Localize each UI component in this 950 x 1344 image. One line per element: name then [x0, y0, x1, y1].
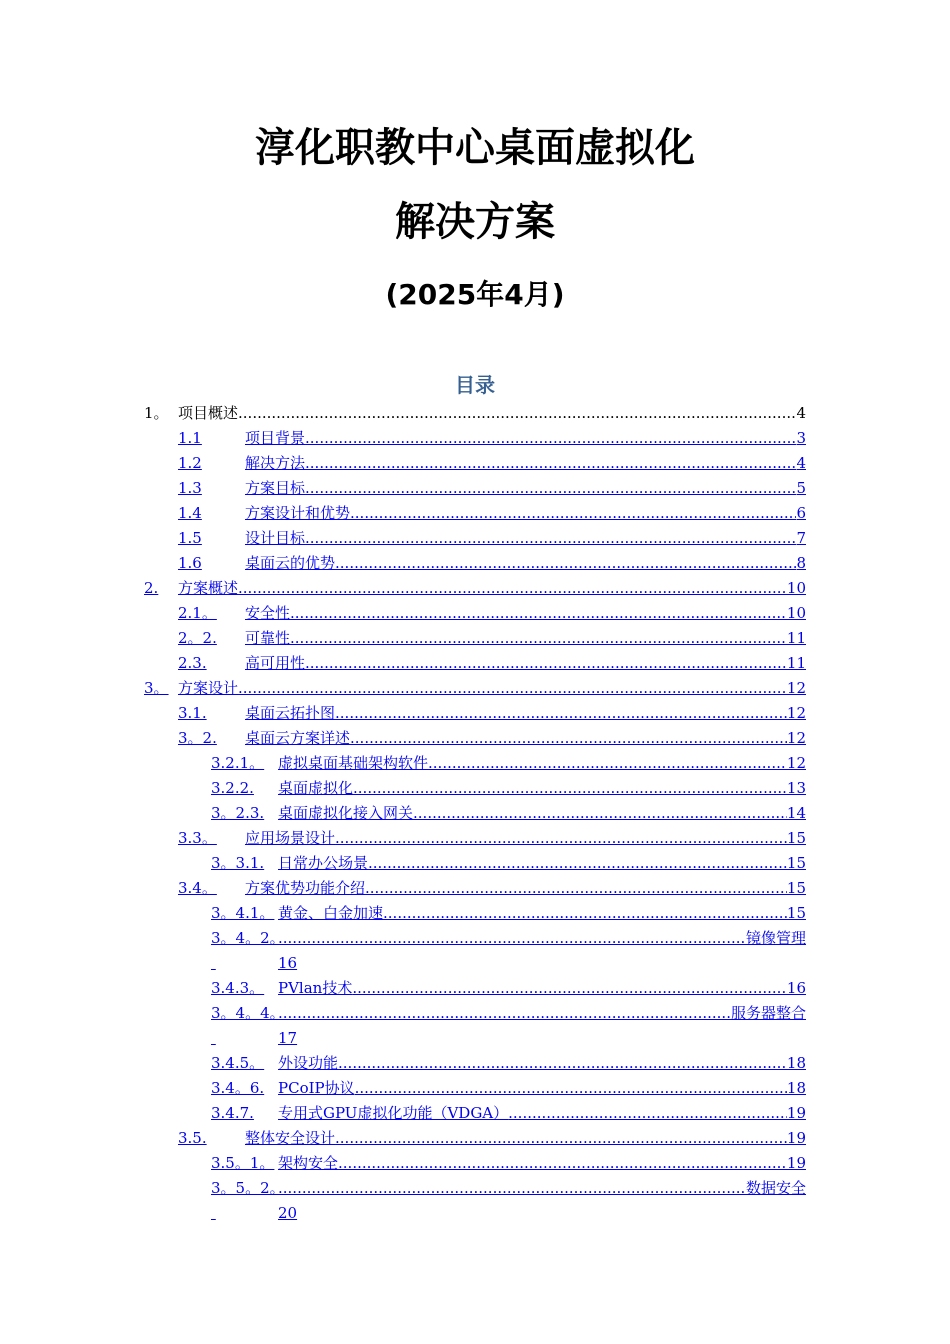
toc-entry-number: 3.2.2. [211, 779, 254, 797]
toc-entry-page: 4 [796, 454, 806, 472]
toc-entry-number: 1.2 [178, 454, 202, 472]
toc-entry-page: 15 [786, 904, 806, 922]
toc-leader-dots [305, 653, 787, 673]
toc-entry-title: 应用场景设计 [245, 829, 336, 847]
toc-entry[interactable] [178, 423, 806, 448]
toc-entry[interactable] [178, 598, 806, 623]
toc-entry[interactable] [211, 1098, 806, 1123]
toc-entry-page: 19 [786, 1154, 806, 1172]
toc-entry-title: 方案概述 [178, 579, 239, 597]
toc-entry-title: 桌面云方案详述 [245, 729, 351, 747]
toc-leader-dots [278, 1178, 746, 1198]
toc-entry[interactable] [178, 498, 806, 523]
toc-leader-dots [413, 803, 787, 823]
toc-entry[interactable] [211, 773, 806, 798]
toc-leader-dots [368, 853, 787, 873]
toc-entry-page: 3 [796, 429, 806, 447]
toc-entry[interactable] [178, 548, 806, 573]
toc-entry-title: 日常办公场景 [278, 854, 369, 872]
toc-entry-number: 3。4.1。 [211, 904, 275, 922]
toc-entry-title: 专用式GPU虚拟化功能（VDGA） [278, 1104, 509, 1122]
toc-entry-number: 3。4。2。 [211, 929, 285, 947]
toc-leader-dots [290, 628, 787, 648]
toc-entry-title: 解决方法 [245, 454, 306, 472]
toc-entry-number: 3.3。 [178, 829, 217, 847]
toc-entry-number: 3.1. [178, 704, 207, 722]
toc-entry-page: 6 [796, 504, 806, 522]
toc-entry-title: 镜像管理 [745, 929, 806, 947]
toc-entry-number: 1.5 [178, 529, 202, 547]
toc-entry-number: 1.6 [178, 554, 202, 572]
toc-entry-number: 2.1。 [178, 604, 217, 622]
toc-entry-title: 高可用性 [245, 654, 306, 672]
toc-entry[interactable] [211, 748, 806, 773]
toc-leader-dots [335, 1128, 787, 1148]
toc-entry-title: 方案目标 [245, 479, 306, 497]
toc-entry-title: 方案优势功能介绍 [245, 879, 366, 897]
toc-entry-number: 3.4。 [178, 879, 217, 897]
toc-entry-number: 3。2. [178, 729, 217, 747]
toc-entry-page-wrap[interactable] [211, 948, 297, 973]
toc-leader-dots [305, 428, 796, 448]
document-title-line-2: 解决方案 [395, 199, 555, 245]
toc-entry-number: 3。2.3. [211, 804, 265, 822]
toc-entry-page: 15 [786, 854, 806, 872]
toc-leader-dots [338, 1153, 787, 1173]
toc-entry-title: 桌面云拓扑图 [245, 704, 336, 722]
toc-entry[interactable] [211, 1048, 806, 1073]
toc-leader-dots [365, 878, 787, 898]
toc-entry-page: 14 [786, 804, 806, 822]
toc-entry-page: 19 [786, 1129, 806, 1147]
toc-entry-page: 18 [786, 1054, 806, 1072]
toc-entry-title: 可靠性 [245, 629, 291, 647]
toc-entry-page: 11 [786, 629, 806, 647]
toc-entry-title: 外设功能 [278, 1054, 339, 1072]
toc-leader-dots [355, 1078, 787, 1098]
toc-entry [144, 398, 806, 423]
toc-wrap-indent [211, 1028, 278, 1048]
toc-entry-number: 3.4。6. [211, 1079, 265, 1097]
toc-entry-number: 1.1 [178, 429, 202, 447]
toc-entry-title: 项目背景 [245, 429, 306, 447]
toc-leader-dots [305, 453, 796, 473]
toc-entry-page: 11 [786, 654, 806, 672]
toc-entry-title: 数据安全 [745, 1179, 806, 1197]
toc-entry-page: 12 [786, 729, 806, 747]
toc-entry-number: 1.4 [178, 504, 202, 522]
toc-entry[interactable] [178, 623, 806, 648]
toc-entry-title: 桌面虚拟化 [278, 779, 354, 797]
toc-entry-page-wrap[interactable] [211, 1023, 297, 1048]
toc-entry[interactable] [211, 923, 806, 948]
toc-entry[interactable] [144, 573, 806, 598]
toc-entry-page-wrap[interactable] [211, 1198, 297, 1223]
toc-entry-title: 方案设计和优势 [245, 504, 351, 522]
toc-entry-title: 设计目标 [245, 529, 306, 547]
toc-entry[interactable] [211, 1173, 806, 1198]
toc-leader-dots [278, 1003, 731, 1023]
toc-entry-title: 虚拟桌面基础架构软件 [278, 754, 429, 772]
toc-entry-number: 3。 [144, 679, 169, 697]
toc-entry-number: 2。2. [178, 629, 217, 647]
toc-entry[interactable] [211, 848, 806, 873]
toc-entry-page: 12 [786, 679, 806, 697]
toc-entry-page: 7 [796, 529, 806, 547]
toc-entry[interactable] [211, 998, 806, 1023]
toc-entry-title: 桌面云的优势 [245, 554, 336, 572]
toc-entry[interactable] [178, 1123, 806, 1148]
toc-entry[interactable] [211, 898, 806, 923]
toc-entry-number: 3.4.5。 [211, 1054, 265, 1072]
toc-entry-page: 13 [786, 779, 806, 797]
toc-entry-page: 5 [796, 479, 806, 497]
toc-entry-number: 3.2.1。 [211, 754, 265, 772]
toc-entry-title: 方案设计 [178, 679, 239, 697]
toc-entry-page: 17 [278, 1029, 298, 1047]
toc-leader-dots [338, 1053, 787, 1073]
toc-leader-dots [290, 603, 787, 623]
toc-entry[interactable] [211, 1148, 806, 1173]
toc-entry-number: 2. [144, 579, 159, 597]
toc-entry[interactable] [178, 723, 806, 748]
toc-leader-dots [278, 928, 746, 948]
toc-entry-number: 3.4.3。 [211, 979, 265, 997]
toc-entry-number: 3。5。2。 [211, 1179, 285, 1197]
toc-leader-dots [238, 578, 787, 598]
toc-wrap-indent [211, 1203, 278, 1223]
toc-entry-title: 架构安全 [278, 1154, 339, 1172]
document-date: (2025年4月) [385, 278, 565, 311]
toc-entry-page: 15 [786, 829, 806, 847]
toc-leader-dots [508, 1103, 787, 1123]
toc-entry-title: 服务器整合 [730, 1004, 806, 1022]
toc-entry[interactable] [178, 473, 806, 498]
toc-leader-dots [238, 678, 787, 698]
toc-entry[interactable] [178, 823, 806, 848]
toc-entry-number: 1.3 [178, 479, 202, 497]
toc-entry-page: 10 [786, 604, 806, 622]
document-title-line-1: 淳化职教中心桌面虚拟化 [255, 125, 695, 171]
toc-entry-page: 10 [786, 579, 806, 597]
toc-entry-title: PVlan技术 [278, 979, 353, 997]
toc-leader-dots [305, 528, 796, 548]
toc-entry[interactable] [178, 873, 806, 898]
toc-entry-page: 16 [278, 954, 298, 972]
toc-wrap-indent [211, 953, 278, 973]
toc-entry-number: 3.5. [178, 1129, 207, 1147]
toc-leader-dots [350, 503, 796, 523]
toc-entry[interactable] [211, 973, 806, 998]
toc-entry-title: 桌面虚拟化接入网关 [278, 804, 414, 822]
toc-leader-dots [428, 753, 787, 773]
toc-entry-title: 安全性 [245, 604, 291, 622]
toc-entry[interactable] [211, 798, 806, 823]
toc-leader-dots [238, 403, 796, 423]
toc-entry-number: 2.3. [178, 654, 207, 672]
toc-entry-title: 整体安全设计 [245, 1129, 336, 1147]
toc-entry-number: 1。 [144, 404, 169, 422]
toc-entry-page: 12 [786, 704, 806, 722]
toc-entry-page: 15 [786, 879, 806, 897]
toc-entry-title: PCoIP协议 [278, 1079, 355, 1097]
toc-leader-dots [335, 703, 787, 723]
toc-entry[interactable] [211, 1073, 806, 1098]
toc-entry[interactable] [178, 523, 806, 548]
toc-leader-dots [352, 978, 787, 998]
toc-leader-dots [335, 828, 787, 848]
toc-leader-dots [350, 728, 787, 748]
toc-entry[interactable] [144, 673, 806, 698]
toc-leader-dots [353, 778, 787, 798]
toc-entry-page: 4 [796, 404, 806, 422]
toc-heading: 目录 [455, 373, 495, 397]
toc-entry-page: 16 [786, 979, 806, 997]
toc-entry[interactable] [178, 698, 806, 723]
toc-entry[interactable] [178, 448, 806, 473]
toc-entry-page: 12 [786, 754, 806, 772]
toc-entry-page: 8 [796, 554, 806, 572]
toc-entry-title: 黄金、白金加速 [278, 904, 384, 922]
toc-leader-dots [383, 903, 787, 923]
toc-entry[interactable] [178, 648, 806, 673]
toc-entry-page: 18 [786, 1079, 806, 1097]
toc-entry-title: 项目概述 [178, 404, 239, 422]
toc-entry-number: 3.4.7. [211, 1104, 254, 1122]
toc-entry-number: 3.5。1。 [211, 1154, 275, 1172]
toc-entry-number: 3。4。4。 [211, 1004, 285, 1022]
toc-leader-dots [335, 553, 796, 573]
toc-entry-number: 3。3.1. [211, 854, 265, 872]
toc-entry-page: 19 [786, 1104, 806, 1122]
toc-entry-page: 20 [278, 1204, 298, 1222]
toc-leader-dots [305, 478, 796, 498]
